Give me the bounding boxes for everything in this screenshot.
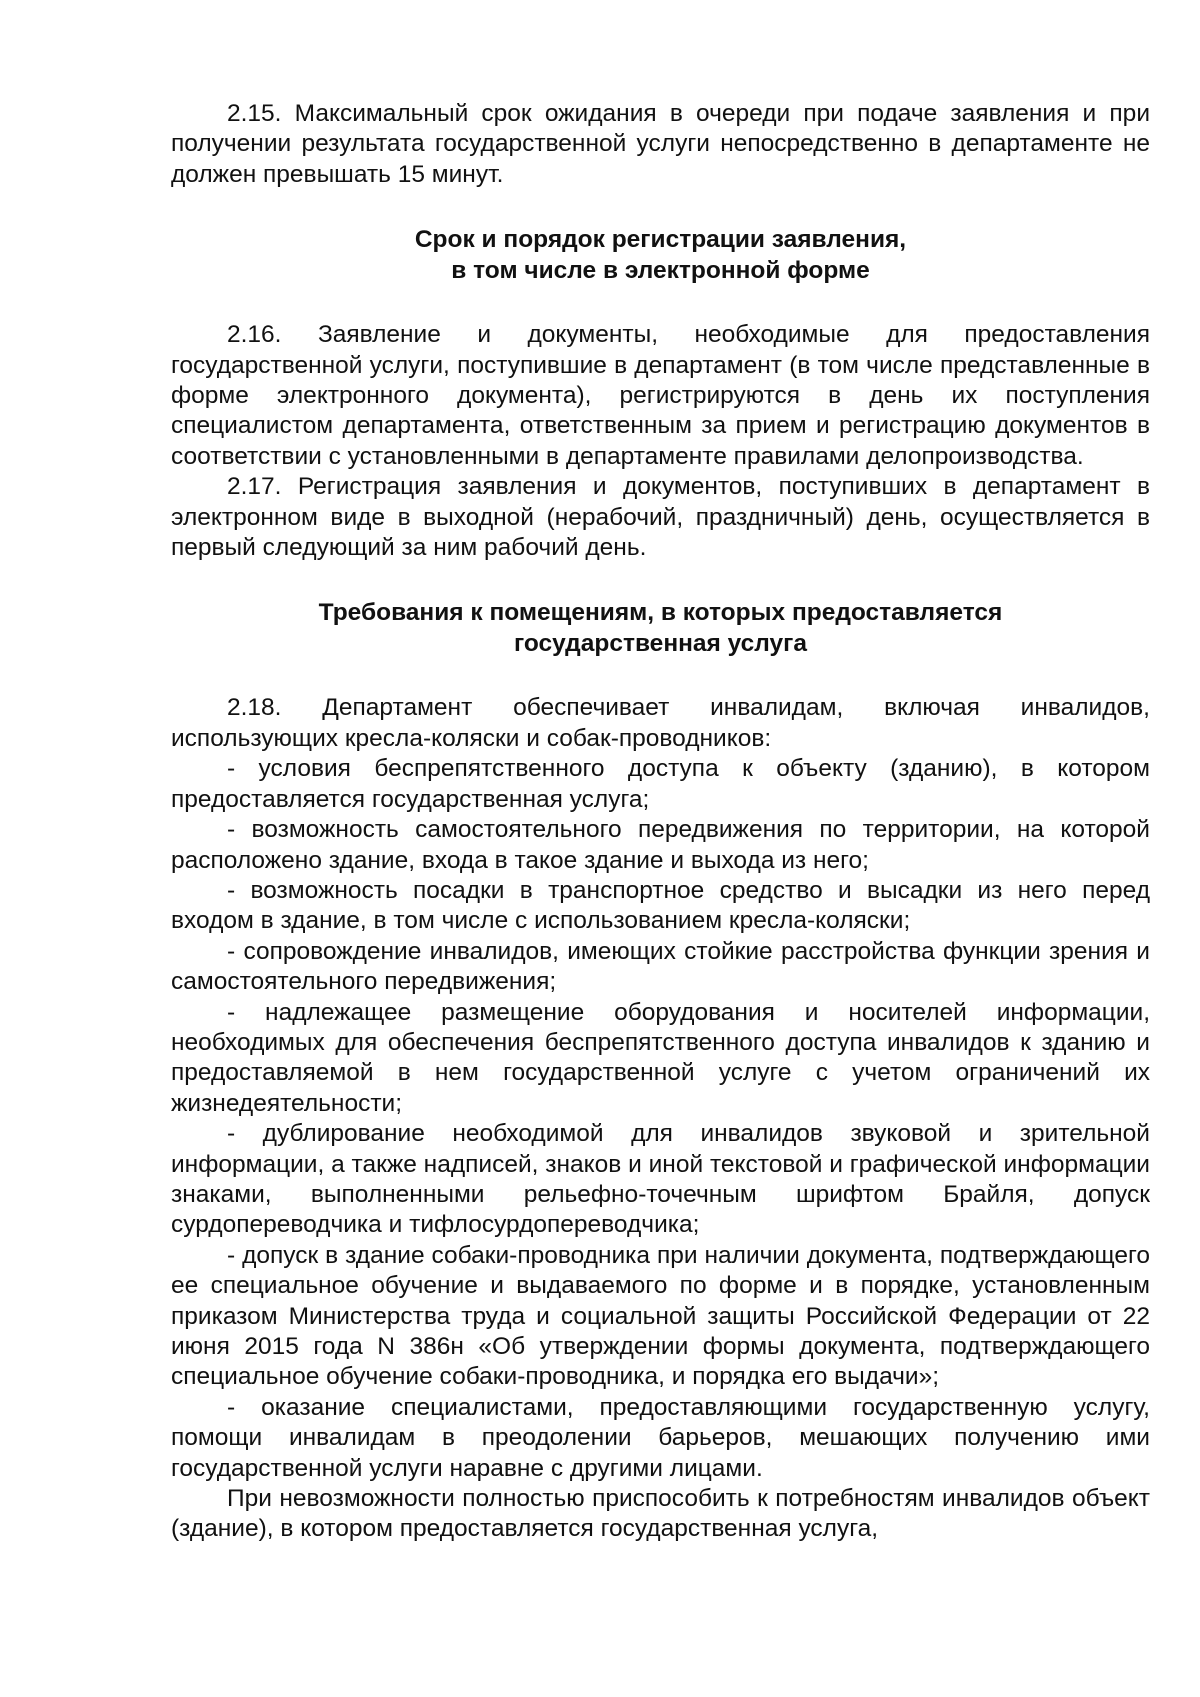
paragraph-final: При невозможности полностью приспособить к потребностям инвалидов объект (здание), в котором предоставляется государственная услуга, xyxy=(171,1485,1150,1543)
paragraph-2-17: 2.17. Регистрация заявления и документов, поступивших в департамент в электронном виде в выходной (нерабочий, праздничный) день, осуществляется в первый следующий за ним рабочий день. xyxy=(171,473,1150,562)
list-item: - возможность самостоятельного передвижения по территории, на которой расположено здание, входа в такое здание и выхода из него; xyxy=(171,816,1150,874)
heading-registration: Срок и порядок регистрации заявления, в том числе в электронной форме xyxy=(414,226,907,285)
list-item: - сопровождение инвалидов, имеющих стойкие расстройства функции зрения и самостоятельного передвижения; xyxy=(171,937,1150,996)
list-item: - оказание специалистами, предоставляющими государственную услугу, помощи инвалидам в преодолении барьеров, мешающих получению ими государственной услуги наравне с другими лицами. xyxy=(171,1393,1150,1482)
list-item: - возможность посадки в транспортное средство и высадки из него перед входом в здание, в том числе с использованием кресла-коляски; xyxy=(171,876,1150,935)
paragraph-2-16: 2.16. Заявление и документы, необходимые для предоставления государственной услуги, поступившие в департамент (в том числе представленные в форме электронного документа), регистрируются в день их поступления специалистом департамента, ответственным за прием и регистрацию документов в соответствии с установленными в департаменте правилами делопроизводства. xyxy=(171,321,1150,470)
list-item: - допуск в здание собаки-проводника при наличии документа, подтверждающего ее специальное обучение и выдаваемого по форме и в порядке, установленным приказом Министерства труда и социальной защиты Российской Федерации от 22 июня 2015 года N 386н «Об утверждении формы документа, подтверждающего специальное обучение собаки-проводника, и порядка его выдачи»; xyxy=(171,1241,1150,1391)
list-item: - надлежащее размещение оборудования и носителей информации, необходимых для обеспечения беспрепятственного доступа инвалидов к зданию и предоставляемой в нем государственной услуге с учетом ограничений их жизнедеятельности; xyxy=(171,998,1150,1117)
list-item: - условия беспрепятственного доступа к объекту (зданию), в котором предоставляется государственная услуга; xyxy=(171,755,1150,813)
paragraph-2-18: 2.18. Департамент обеспечивает инвалидам, включая инвалидов, использующих кресла-коляски и собак-проводников: xyxy=(171,694,1150,752)
heading-premises: Требования к помещениям, в которых предоставляется государственная услуга xyxy=(318,599,1003,658)
paragraph-2-15: 2.15. Максимальный срок ожидания в очереди при подаче заявления и при получении результата государственной услуги непосредственно в департаменте не должен превышать 15 минут. xyxy=(171,100,1150,188)
list-item: - дублирование необходимой для инвалидов звуковой и зрительной информации, а также надписей, знаков и иной текстовой и графической информации знаками, выполненными рельефно-точечным шрифтом Брайля, допуск сурдопереводчика и тифлосурдопереводчика; xyxy=(171,1120,1150,1239)
